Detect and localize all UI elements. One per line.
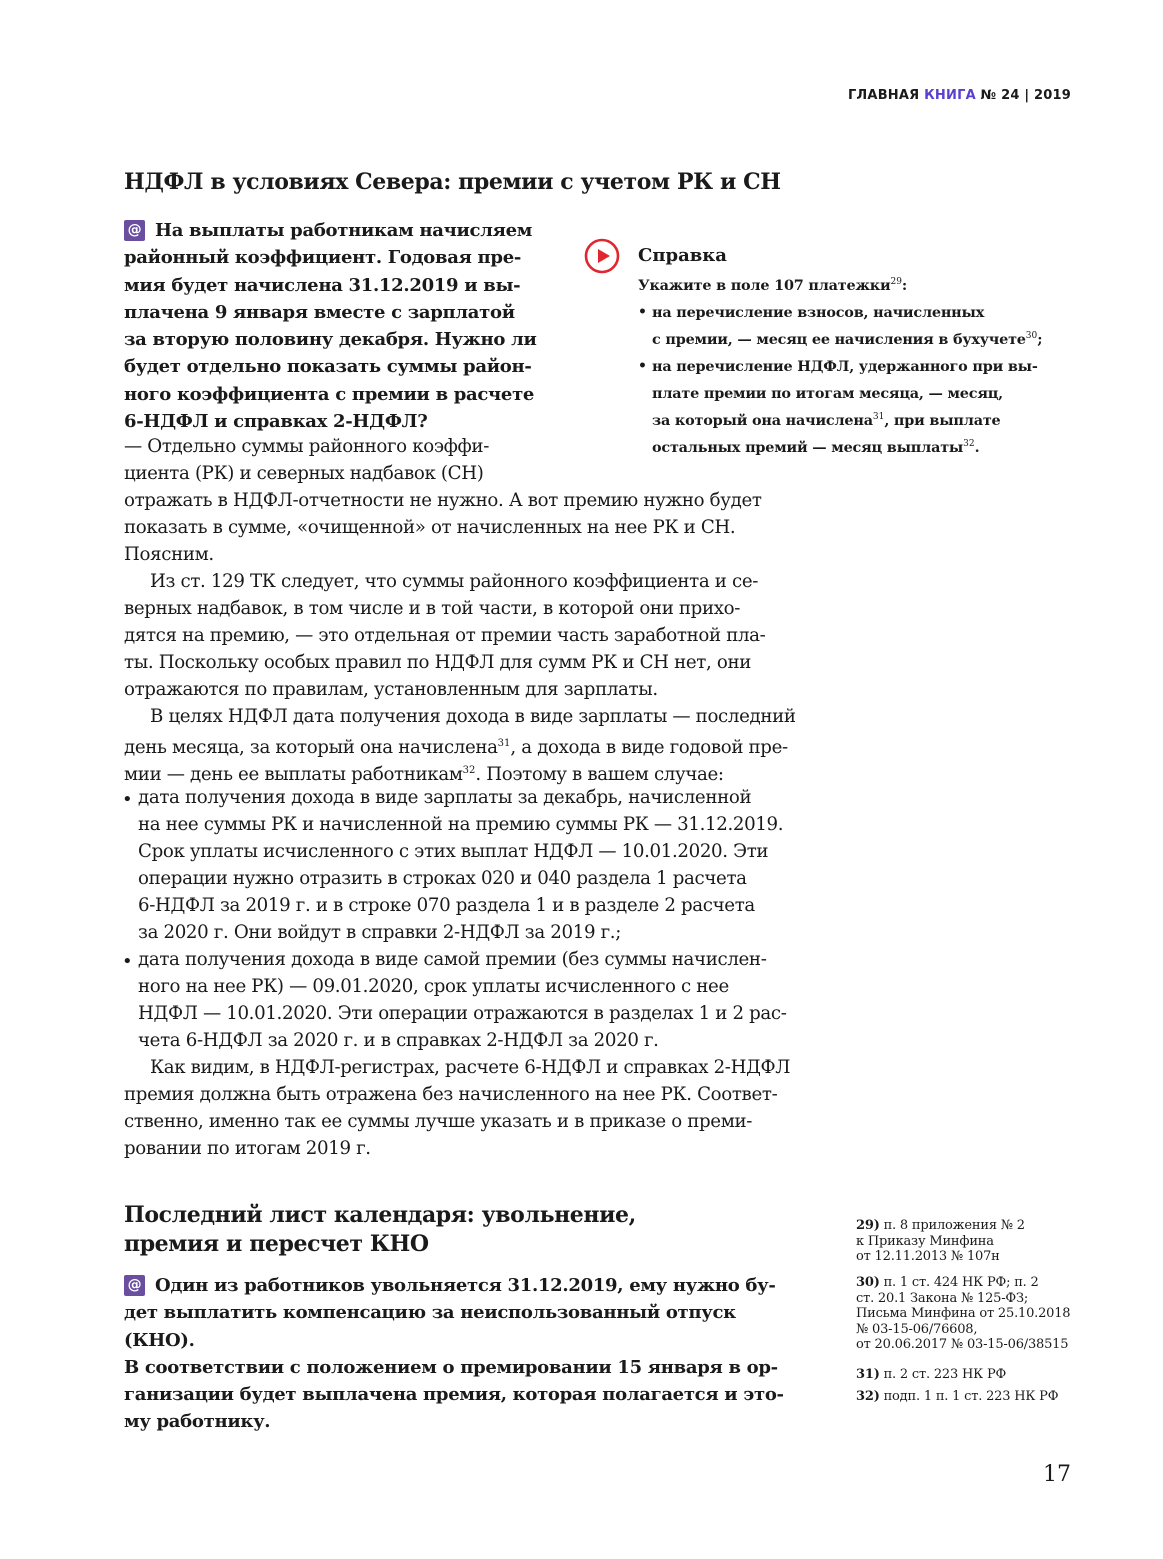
sidebar-line: остальных премий — месяц выплаты$^{32}$. <box>652 439 980 456</box>
text-line: Из ст. 129 ТК следует, что суммы районного коэффициента и се- <box>150 571 759 592</box>
sidebar-title: Справка <box>638 245 727 266</box>
text-line: день месяца, за который она начислена$^{31}$, а дохода в виде годовой пре- <box>124 737 788 758</box>
bullet: • <box>122 951 133 972</box>
text-line: НДФЛ — 10.01.2020. Эти операции отражаются в разделах 1 и 2 рас- <box>138 1003 787 1024</box>
text-line: показать в сумме, «очищенной» от начисленных на нее РК и СН. <box>124 517 736 538</box>
text-line: ного на нее РК) — 09.01.2020, срок уплаты исчисленного с нее <box>138 976 729 997</box>
play-icon <box>584 238 620 274</box>
footnote: 32) подп. 1 п. 1 ст. 223 НК РФ <box>856 1389 1059 1404</box>
text-line: Как видим, в НДФЛ-регистрах, расчете 6-НДФЛ и справках 2-НДФЛ <box>150 1057 791 1078</box>
text-line: отражаются по правилам, установленным для зарплаты. <box>124 679 658 700</box>
sidebar-line: с премии, — месяц ее начисления в бухучете$^{30}$; <box>652 331 1043 348</box>
text-line: верных надбавок, в том числе и в той части, в которой они прихо- <box>124 598 741 619</box>
sidebar-line: за который она начислена$^{31}$, при выплате <box>652 412 1001 429</box>
text-line: дата получения дохода в виде зарплаты за декабрь, начисленной <box>138 787 752 808</box>
bullet: • <box>122 789 133 810</box>
footnote: 29) п. 8 приложения № 2 к Приказу Минфина от 12.11.2013 № 107н <box>856 1218 1025 1265</box>
text-line: Срок уплаты исчисленного с этих выплат НДФЛ — 10.01.2020. Эти <box>138 841 769 862</box>
sidebar-line: на перечисление взносов, начисленных <box>652 304 985 321</box>
masthead: ГЛАВНАЯ КНИГА № 24 | 2019 <box>847 88 1071 103</box>
sidebar-line: Укажите в поле 107 платежки$^{29}$: <box>638 277 908 294</box>
question-block: @ На выплаты работникам начисляем районный коэффициент. Годовая пре- мия будет начислена 31.12.2019 и вы- плачена 9 января вместе с зарплатой за вторую половину декабря. Нужно ли будет отдельно показать суммы район- ного коэффициента с премии в расчете 6-НДФЛ и справках 2-НДФЛ? <box>124 220 537 433</box>
footnote: 30) п. 1 ст. 424 НК РФ; п. 2 ст. 20.1 Закона № 125-ФЗ; Письма Минфина от 25.10.2018 № 03-15-06/76608, от 20.06.2017 № 03-15-06/38515 <box>856 1275 1071 1353</box>
bullet: • <box>638 358 647 374</box>
at-icon: @ <box>124 220 145 241</box>
text-line: чета 6-НДФЛ за 2020 г. и в справках 2-НДФЛ за 2020 г. <box>138 1030 659 1051</box>
text-line: дятся на премию, — это отдельная от премии часть заработной пла- <box>124 625 766 646</box>
text-line: дата получения дохода в виде самой премии (без суммы начислен- <box>138 949 767 970</box>
text-line: Поясним. <box>124 544 214 565</box>
question-block: @ Один из работников увольняется 31.12.2019, ему нужно бу- дет выплатить компенсацию за неиспользованный отпуск (КНО). В соответствии с положением о премировании 15 января в ор- ганизации будет выплачена премия, которая полагается и это- му работнику. <box>124 1275 784 1433</box>
sidebar-line: на перечисление НДФЛ, удержанного при вы- <box>652 358 1038 375</box>
text-line: отражать в НДФЛ-отчетности не нужно. А вот премию нужно будет <box>124 490 762 511</box>
text-line: ственно, именно так ее суммы лучше указать и в приказе о преми- <box>124 1111 753 1132</box>
section-title: Последний лист календаря: увольнение, премия и пересчет КНО <box>124 1202 636 1257</box>
section-title: НДФЛ в условиях Севера: премии с учетом РК и СН <box>124 169 781 195</box>
text-line: 6-НДФЛ за 2019 г. и в строке 070 раздела 1 и в разделе 2 расчета <box>138 895 755 916</box>
text-line: за 2020 г. Они войдут в справки 2-НДФЛ за 2019 г.; <box>138 922 621 943</box>
footnote: 31) п. 2 ст. 223 НК РФ <box>856 1367 1007 1382</box>
text-line: на нее суммы РК и начисленной на премию суммы РК — 31.12.2019. <box>138 814 784 835</box>
text-line: операции нужно отразить в строках 020 и 040 раздела 1 расчета <box>138 868 747 889</box>
text-line: — Отдельно суммы районного коэффи- <box>124 436 490 457</box>
text-line: ты. Поскольку особых правил по НДФЛ для сумм РК и СН нет, они <box>124 652 752 673</box>
text-line: мии — день ее выплаты работникам$^{32}$. Поэтому в вашем случае: <box>124 764 724 785</box>
at-icon: @ <box>124 1275 145 1296</box>
text-line: премия должна быть отражена без начисленного на нее РК. Соответ- <box>124 1084 778 1105</box>
text-line: ровании по итогам 2019 г. <box>124 1138 371 1159</box>
text-line: циента (РК) и северных надбавок (СН) <box>124 463 484 484</box>
sidebar-line: плате премии по итогам месяца, — месяц, <box>652 385 1003 402</box>
bullet: • <box>638 304 647 320</box>
page-number: 17 <box>1043 1462 1071 1487</box>
text-line: В целях НДФЛ дата получения дохода в виде зарплаты — последний <box>150 706 796 727</box>
